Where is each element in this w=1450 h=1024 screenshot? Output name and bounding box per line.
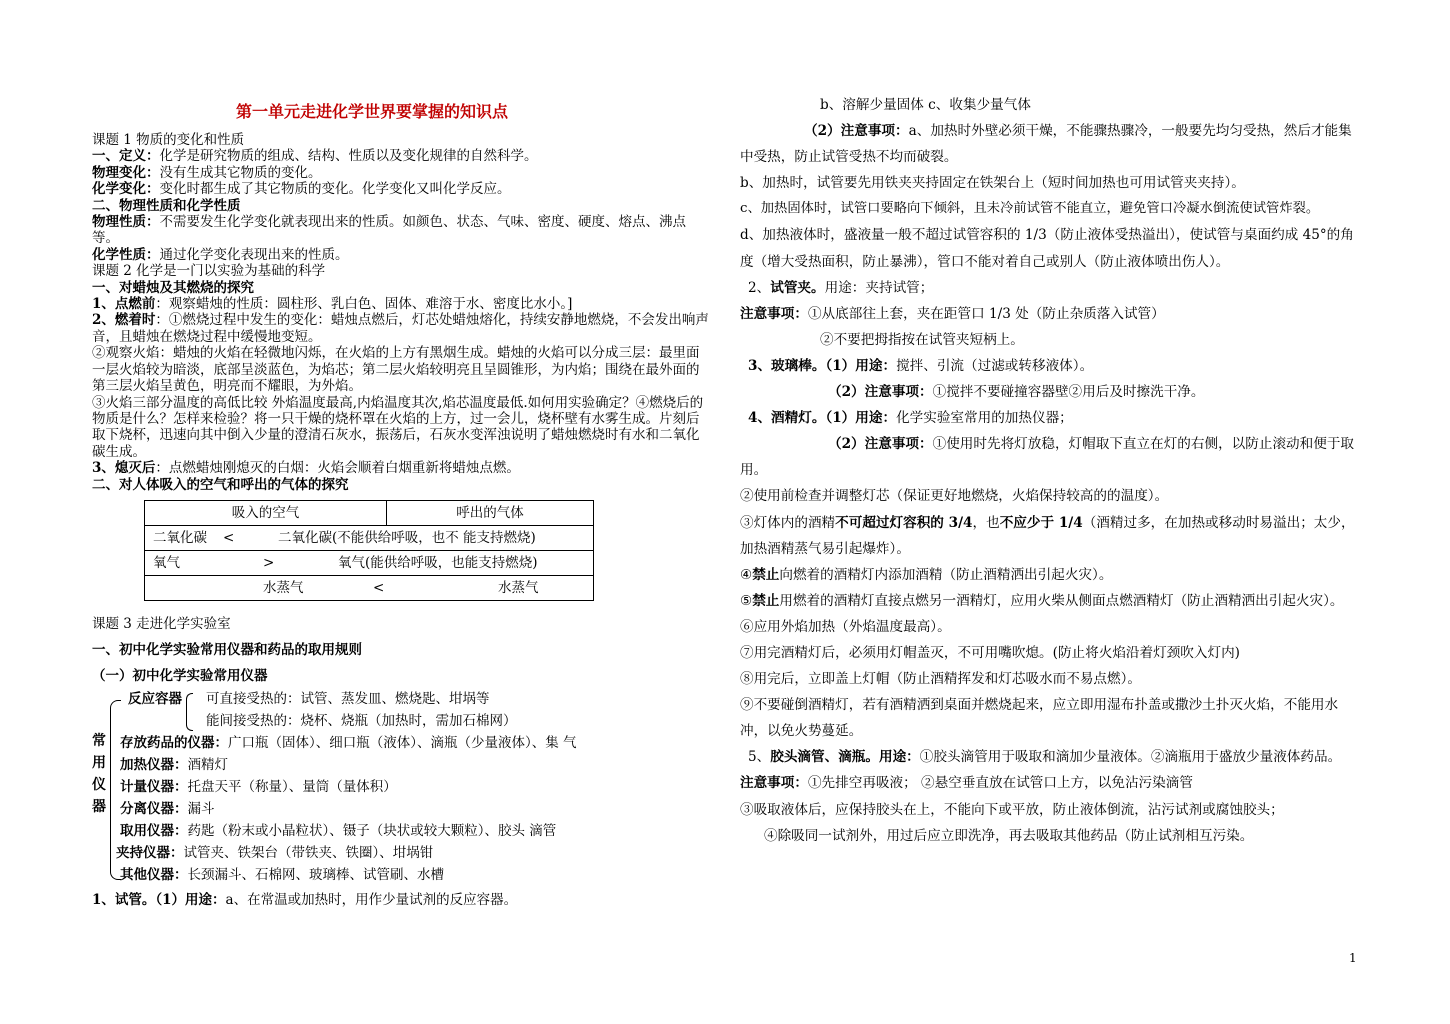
table-row: [145, 501, 594, 526]
other-text: 长颈漏斗、石棉网、玻璃棒、试管刷、水槽: [187, 867, 444, 883]
alcohol-lamp-text: 化学实验室常用的加热仪器；: [896, 410, 1073, 427]
measuring-text: 托盘天平（称量）、量筒（量体积）: [187, 779, 397, 795]
separation-head: 分离仪器：: [120, 801, 188, 817]
alcohol-lamp-notes-head: （2）注意事项：: [828, 436, 933, 453]
glass-rod-head: 3、玻璃棒。（1）用途：: [748, 357, 897, 374]
definition-text: 化学是研究物质的组成、结构、性质以及变化规律的自然科学。: [159, 148, 538, 165]
candle-heading: 一、对蜡烛及其燃烧的探究: [92, 279, 254, 296]
table-cell: 水蒸气 < 水蒸气: [145, 576, 594, 601]
measuring-head: 计量仪器：: [120, 779, 188, 795]
table-cell: 氧气 > 氧气(能供给呼吸，也能支持燃烧): [145, 551, 594, 576]
candle-temperature-text: ③火焰三部分温度的高低比较 外焰温度最高,内焰温度其次,焰芯温度最低.如何用实验确定？④燃烧后的物质是什么？怎样来检验？将一只干燥的烧杯罩在火焰的上方，过一会儿，烧杯壁有水雾生成。片刻后取下烧杯，迅速向其中倒入少量的澄清石灰水，振荡后，石灰水变浑浊说明了蜡烛燃烧时有水和二氧化碳生成。: [92, 394, 704, 460]
candle-flame-text: ②观察火焰：蜡烛的火焰在轻微地闪烁，在火焰的上方有黑烟生成。蜡烛的火焰可以分成三层：最里面一层火焰较为暗淡，底部呈淡蓝色，为焰芯；第二层火焰较明亮且呈圆锥形，为内焰；围绕在最外面的第三层火焰呈黄色，明亮而不耀眼，为外焰。: [92, 345, 700, 395]
glass-rod-notes-head: （2）注意事项：: [828, 384, 933, 401]
dropper-number: 5、: [748, 749, 771, 766]
taking-head: 取用仪器：: [120, 823, 188, 839]
tube-clamp-head: 试管夹。: [770, 279, 825, 296]
table-row: [145, 526, 594, 551]
candle-before-text: ：观察蜡烛的性质：圆柱形、乳白色、固体、难溶于水、密度比水小。]: [155, 296, 573, 313]
breath-comparison-table: [144, 500, 594, 601]
dropper-note-4: ④除吸同一试剂外，用过后应立即洗净，再去吸取其他药品（防止试剂相互污染。: [764, 827, 1254, 844]
table-row: [145, 576, 594, 601]
page-title: 第一单元走进化学世界要掌握的知识点: [235, 102, 508, 121]
lesson2-heading: 课题 2 化学是一门以实验为基础的科学: [92, 263, 326, 280]
alcohol-lamp-note-6: ⑥应用外焰加热（外焰温度最高）。: [740, 618, 951, 635]
tube-notes-text: a、加热时外壁必须干燥，不能骤热骤冷，一般要先均匀受热，然后才能集中受热，防止试管受热不均而破裂。: [740, 123, 1352, 166]
indirect-heat-text: 能间接受热的：烧杯、烧瓶（加热时，需加石棉网）: [206, 713, 517, 729]
dropper-text: ①胶头滴管用于吸取和滴加少量液体。②滴瓶用于盛放少量液体药品。: [919, 749, 1342, 766]
physical-property-head: 物理性质：: [92, 214, 160, 231]
chemical-change-head: 化学变化：: [92, 181, 160, 198]
alcohol-lamp-note-5: ⑤禁止用燃着的酒精灯直接点燃另一酒精灯，应用火柴从侧面点燃酒精灯（防止酒精洒出引起火灾）。: [740, 592, 1344, 609]
tube-note-c: c、加热固体时，试管口要略向下倾斜，且未冷前试管不能直立，避免管口冷凝水倒流使试管炸裂。: [740, 201, 1320, 217]
storage-head: 存放药品的仪器：: [120, 735, 228, 751]
clamping-head: 夹持仪器：: [116, 845, 184, 861]
tube-uses-continued: b、溶解少量固体 c、收集少量气体: [820, 97, 1031, 113]
heating-text: 酒精灯: [187, 757, 228, 773]
other-head: 其他仪器：: [120, 867, 188, 883]
physical-change-text: 没有生成其它物质的变化。: [159, 164, 322, 181]
vertical-label: 常 用 仪 器: [92, 733, 106, 815]
clamping-text: 试管夹、铁架台（带铁夹、铁圈）、坩埚钳: [183, 845, 434, 861]
dropper-note-3: ③吸取液体后，应保持胶头在上，不能向下或平放，防止液体倒流，沾污试剂或腐蚀胶头；: [740, 801, 1284, 818]
air-heading: 二、对人体吸入的空气和呼出的气体的探究: [92, 476, 349, 493]
alcohol-lamp-note-4: ④禁止向燃着的酒精灯内添加酒精（防止酒精洒出引起火灾）。: [740, 566, 1113, 583]
tube-note-d: d、加热液体时，盛液量一般不超过试管容积的 1/3（防止液体受热溢出），使试管与桌面约成 45°的角度（增大受热面积，防止暴沸），管口不能对着自己或别人（防止液体喷出伤人）。: [740, 227, 1354, 270]
page-number: 1: [1349, 951, 1357, 965]
glass-rod-text: 搅拌、引流（过滤或转移液体）。: [896, 357, 1094, 374]
alcohol-lamp-note-9: ⑨不要碰倒酒精灯，若有酒精洒到桌面并燃烧起来，应立即用湿布扑盖或撒沙土扑灭火焰，不能用水冲，以免火势蔓延。: [740, 697, 1339, 740]
properties-heading: 二、物理性质和化学性质: [92, 197, 241, 214]
chemical-property-head: 化学性质：: [92, 246, 160, 263]
dropper-notes-head: 注意事项：: [740, 775, 808, 792]
separation-text: 漏斗: [187, 801, 215, 817]
candle-after-head: 3、熄灭后: [92, 460, 156, 477]
lab-heading: 一、初中化学实验常用仪器和药品的取用规则: [92, 642, 362, 658]
direct-heat-text: 可直接受热的：试管、蒸发皿、燃烧匙、坩埚等: [206, 691, 490, 707]
alcohol-lamp-note-7: ⑦用完酒精灯后，必须用灯帽盖灭，不可用嘴吹熄。(防止将火焰沿着灯颈吹入灯内): [740, 644, 1240, 661]
candle-burning-head: 2、燃着时: [92, 312, 156, 329]
table-header-inhaled: 吸入的空气: [145, 501, 387, 526]
physical-property-text: 不需要发生化学变化就表现出来的性质。如颜色、状态、气味、密度、硬度、熔点、沸点等。: [92, 214, 686, 247]
storage-text: 广口瓶（固体）、细口瓶（液体）、滴瓶（少量液体）、集 气: [228, 735, 577, 751]
lesson1-section: [92, 132, 718, 493]
alcohol-lamp-note-2: ②使用前检查并调整灯芯（保证更好地燃烧，火焰保持较高的的温度）。: [740, 488, 1169, 505]
lesson3-heading: 课题 3 走进化学实验室: [92, 616, 231, 632]
definition-head: 一、定义：: [92, 148, 160, 165]
instrument-heading: （一）初中化学实验常用仪器: [92, 668, 268, 684]
physical-change-head: 物理变化：: [92, 164, 160, 181]
chemical-property-text: 通过化学变化表现出来的性质。: [159, 246, 349, 263]
dropper-notes-text: ①先排空再吸液； ②悬空垂直放在试管口上方，以免沾污染滴管: [807, 775, 1193, 792]
tube-clamp-notes-head: 注意事项：: [740, 305, 808, 322]
alcohol-lamp-head: 4、酒精灯。（1）用途：: [748, 410, 897, 427]
alcohol-lamp-note-8: ⑧用完后，立即盖上灯帽（防止酒精挥发和灯芯吸水而不易点燃）。: [740, 671, 1142, 688]
tube-notes-head: （2）注意事项：: [804, 123, 909, 140]
test-tube-text: a、在常温或加热时，用作少量试剂的反应容器。: [225, 892, 518, 908]
tube-note-b: b、加热时，试管要先用铁夹夹持固定在铁架台上（短时间加热也可用试管夹夹持）。: [740, 175, 1245, 192]
lesson1-heading: 课题 1 物质的变化和性质: [92, 132, 245, 148]
taking-text: 药匙（粉末或小晶粒状）、镊子（块状或较大颗粒）、胶头 滴管: [187, 823, 557, 839]
alcohol-lamp-notes-text: ①使用时先将灯放稳，灯帽取下直立在灯的右侧，以防止滚动和便于取用。: [740, 436, 1355, 479]
candle-before-head: 1、点燃前: [92, 296, 156, 313]
candle-burning-text: ：①燃烧过程中发生的变化：蜡烛点燃后，灯芯处蜡烛熔化，持续安静地燃烧，不会发出响声音，且蜡烛在燃烧过程中缓慢地变短。: [92, 312, 709, 345]
container-brace: [186, 693, 193, 731]
tube-clamp-notes-text: ①从底部往上套，夹在距管口 1/3 处（防止杂质落入试管）: [807, 305, 1165, 322]
tube-clamp-text: 用途：夹持试管；: [824, 279, 934, 296]
table-row: [145, 551, 594, 576]
reaction-container-head: 反应容器: [128, 691, 182, 707]
chemical-change-text: 变化时都生成了其它物质的变化。化学变化又叫化学反应。: [159, 181, 511, 198]
dropper-head: 胶头滴管、滴瓶。用途：: [770, 749, 920, 766]
table-cell: 二氧化碳 < 二氧化碳(不能供给呼吸，也不 能支持燃烧): [145, 526, 594, 551]
right-column: [740, 92, 1362, 849]
tube-clamp-number: 2、: [748, 279, 771, 296]
test-tube-head: 1、试管。（1）用途：: [92, 892, 226, 908]
heating-head: 加热仪器：: [120, 757, 188, 773]
glass-rod-notes-text: ①搅拌不要碰撞容器壁②用后及时擦洗干净。: [932, 384, 1205, 401]
candle-after-text: ：点燃蜡烛刚熄灭的白烟：火焰会顺着白烟重新将蜡烛点燃。: [155, 460, 520, 477]
table-header-exhaled: 呼出的气体: [387, 501, 594, 526]
alcohol-lamp-note-3: ③灯体内的酒精不可超过灯容积的 3/4，也不应少于 1/4（酒精过多，在加热或移动时易溢出；太少，加热酒精蒸气易引起爆炸）。: [740, 514, 1355, 557]
tube-clamp-note-2: ②不要把拇指按在试管夹短柄上。: [820, 331, 1024, 348]
